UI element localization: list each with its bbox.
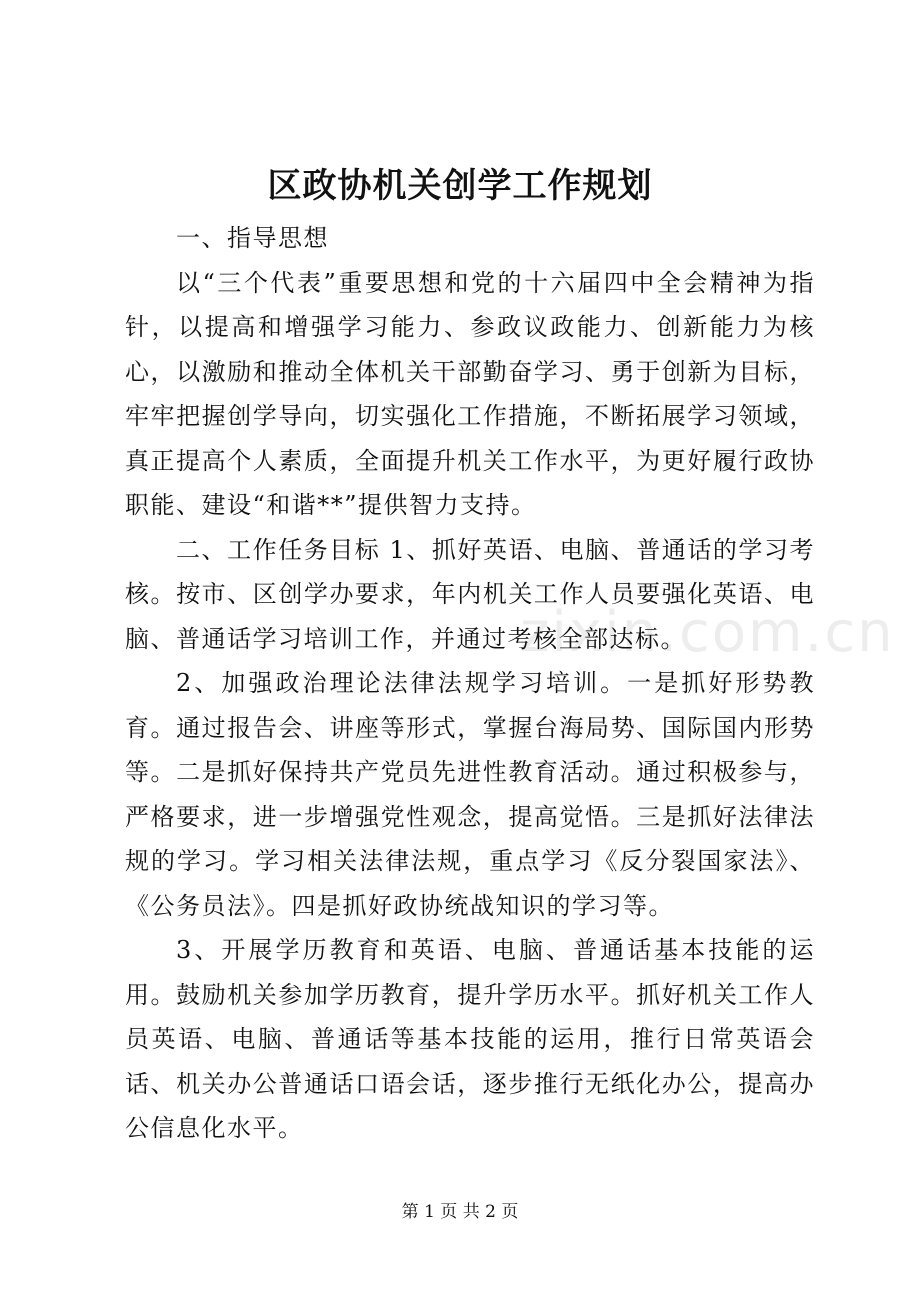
document-body [125,216,815,1151]
paragraph-guiding-ideology: 以“三个代表”重要思想和党的十六届四中全会精神为指针，以提高和增强学习能力、参政议政能力、创新能力为核心，以激励和推动全体机关干部勤奋学习、勇于创新为目标，牢牢把握创学导向，切实强化工作措施，不断拓展学习领域，真正提高个人素质，全面提升机关工作水平，为更好履行政协职能、建设“和谐**”提供智力支持。 [125,268,815,519]
section-heading-guiding-ideology: 一、指导思想 [176,224,329,252]
paragraph-task-goal-2: 2、加强政治理论法律法规学习培训。一是抓好形势教育。通过报告会、讲座等形式，掌握台海局势、国际国内形势等。二是抓好保持共产党员先进性教育活动。通过积极参与，严格要求，进一步增强党性观念，提高觉悟。三是抓好法律法规的学习。学习相关法律法规，重点学习《反分裂国家法》、《公务员法》。四是抓好政协统战知识的学习等。 [125,669,815,920]
document-title: 区政协机关创学工作规划 [267,166,653,206]
paragraph-task-goal-3: 3、开展学历教育和英语、电脑、普通话基本技能的运用。鼓励机关参加学历教育，提升学历水平。抓好机关工作人员英语、电脑、普通话等基本技能的运用，推行日常英语会话、机关办公普通话口语会话，逐步推行无纸化办公，提高办公信息化水平。 [125,936,815,1142]
watermark: zixin.com.cn [520,600,895,665]
paragraph-task-goal-1: 二、工作任务目标 1、抓好英语、电脑、普通话的学习考核。按市、区创学办要求，年内机关工作人员要强化英语、电脑、普通话学习培训工作，并通过考核全部达标。 [125,535,815,653]
page-footer: 第 1 页 共 2 页 [401,1202,519,1222]
